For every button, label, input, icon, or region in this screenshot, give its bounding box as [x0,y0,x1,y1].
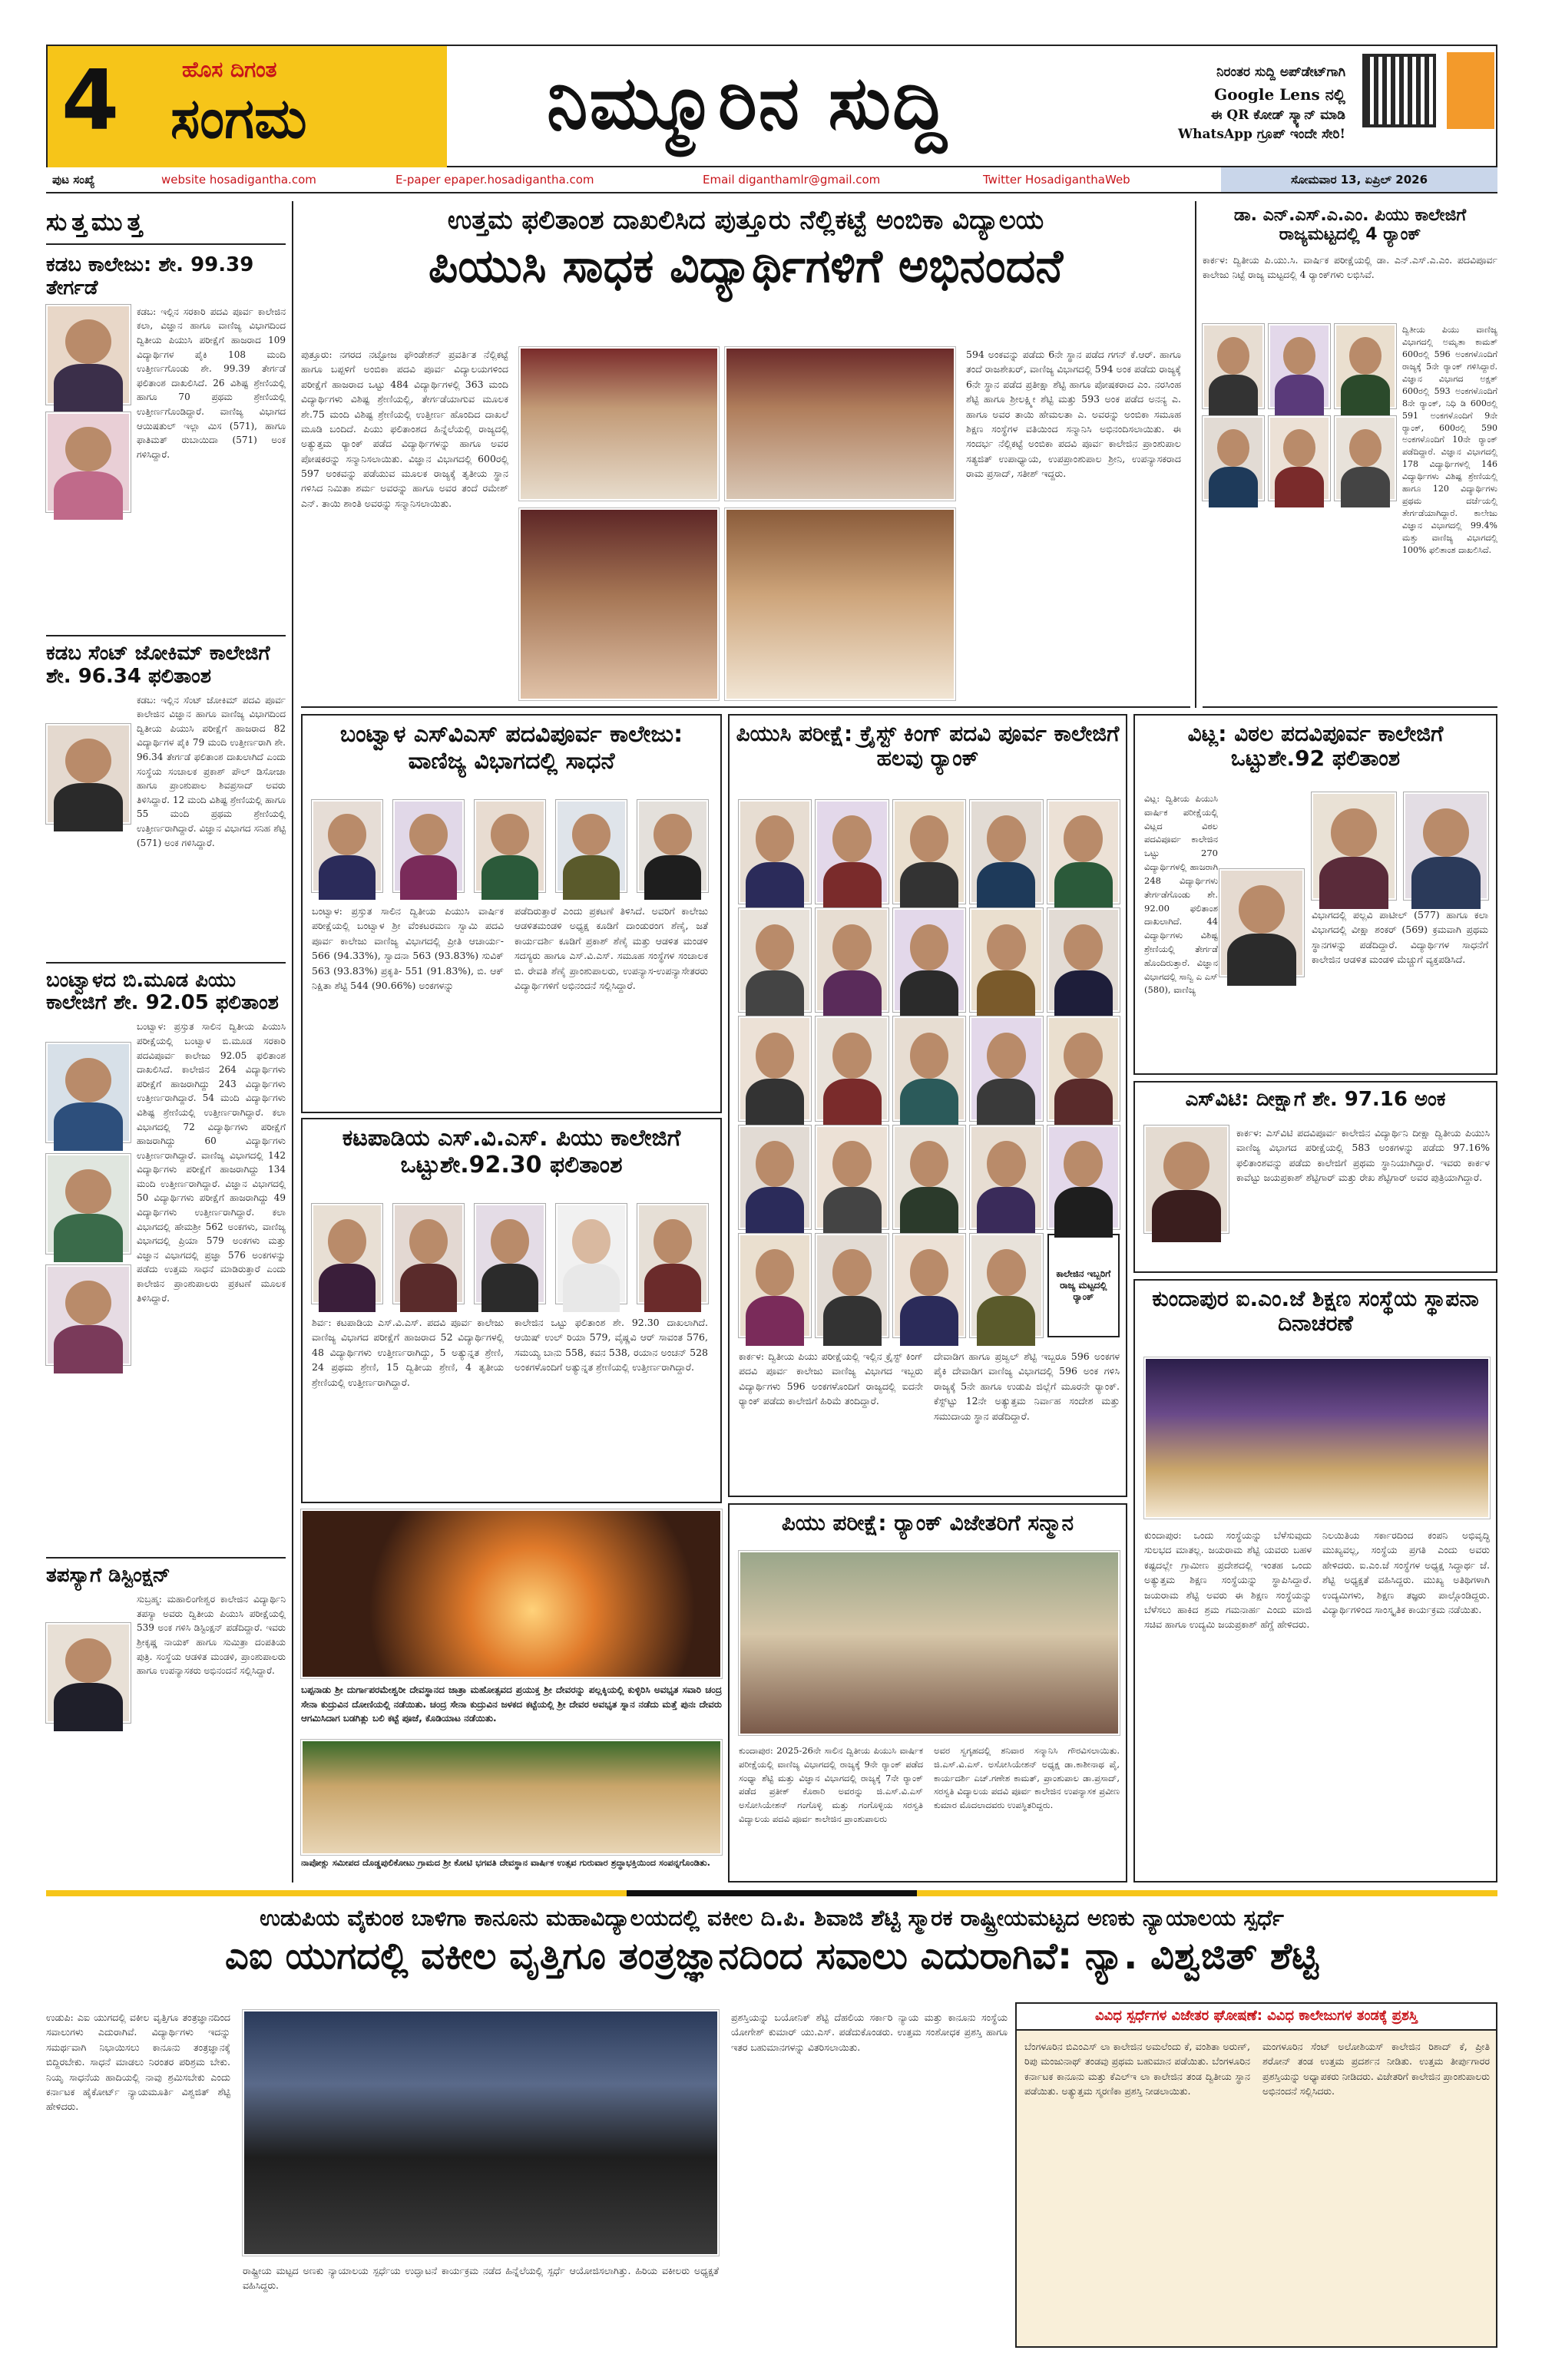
student-photo [739,1016,811,1120]
student-photo [1269,416,1330,501]
student-photo [556,1204,627,1304]
student-photo [46,305,131,405]
student-photo [816,800,888,904]
student-photo [1335,416,1396,501]
student-photo [1203,416,1264,501]
lead-kicker: ಉತ್ತಮ ಫಲಿತಾಂಶ ದಾಖಲಿಸಿದ ಪುತ್ತೂರು ನೆಲ್ಲಿಕಟ್ಟೆ ಅಂಬಿಕಾ ವಿದ್ಯಾಲಯ [447,205,1044,236]
svs-title: ಬಂಟ್ವಾಳ ಎಸ್‌ವಿಎಸ್ ಪದವಿಪೂರ್ವ ಕಾಲೇಜು: ವಾಣಿಜ್ಯ ವಿಭಾಗದಲ್ಲಿ ಸಾಧನೆ [339,721,683,775]
winners-body-a: ಬೆಂಗಳೂರಿನ ಬಿಎಂಎಸ್ ಲಾ ಕಾಲೇಜಿನ ಅಮಲೆಂದು ಕೆ, ವಂಶಿತಾ ಅರುಣ್, ರಿಪು ಮಂಜುನಾಥ್ ತಂಡವು ಪ್ರಥಮ ಬಹುಮಾನ ಪಡೆಯಿತು. ಬೆಂಗಳೂರಿನ ಕರ್ನಾಟಕ ಕಾನೂನು ಮತ್ತು ಕೆಎಲ್‌ಇ ಲಾ ಕಾಲೇಜಿನ ತಂಡ ದ್ವಿತೀಯ ಸ್ಥಾನ ಪಡೆಯಿತು. ಅತ್ಯುತ್ತಮ ಸ್ಮರಣಿಕಾ ಪ್ರಶಸ್ತಿ ನೀಡಲಾಯಿತು. [1024,2041,1250,2097]
brand-name: ಹೊಸ ದಿಗಂತ [182,57,277,82]
student-photo [475,800,545,892]
kundapur-title: ಕುಂದಾಪುರ ಐ.ಎಂ.ಜೆ ಶಿಕ್ಷಣ ಸಂಸ್ಥೆಯ ಸ್ಥಾಪನಾ ದಿನಾಚರಣೆ [1152,1286,1479,1337]
student-photo [970,1126,1042,1229]
story-kadaba-title: ಕಡಬ ಕಾಲೇಜು: ಶೇ. 99.39 ತೇರ್ಗಡೆ [46,253,254,299]
katapadi-body-a: ಶಿರ್ವ: ಕಟಪಾಡಿಯ ಎಸ್.ವಿ.ಎಸ್. ಪದವಿ ಪೂರ್ವ ಕಾಲೇಜು ವಾಣಿಜ್ಯ ವಿಭಾಗದ ಪರೀಕ್ಷೆಗೆ ಹಾಜರಾದ 52 ವಿದ್ಯಾರ್ಥಿಗಳಲ್ಲಿ 48 ವಿದ್ಯಾರ್ಥಿಗಳು ಉತ್ತೀರ್ಣರಾಗಿದ್ದು, 5 ಅತ್ಯುನ್ನತ ಶ್ರೇಣಿ, 24 ಪ್ರಥಮ ಶ್ರೇಣಿ, 15 ದ್ವಿತೀಯ ಶ್ರೇಣಿ, 4 ತೃತೀಯ ಶ್ರೇಣಿಯಲ್ಲಿ ಉತ್ತೀರ್ಣರಾಗಿದ್ದಾರೆ. [312,1317,504,1388]
story-bmooda-body: ಬಂಟ್ವಾಳ: ಪ್ರಸ್ತುತ ಸಾಲಿನ ದ್ವಿತೀಯ ಪಿಯುಸಿ ಪರೀಕ್ಷೆಯಲ್ಲಿ ಬಂಟ್ವಾಳ ಬಿ.ಮೂಡ ಸರಕಾರಿ ಪದವಿಪೂರ್ವ ಕಾಲೇಜು 92.05 ಫಲಿತಾಂಶ ದಾಖಲಿಸಿದೆ. ಕಾಲೇಜಿನ 264 ವಿದ್ಯಾರ್ಥಿಗಳು ಪರೀಕ್ಷೆಗೆ ಹಾಜರಾಗಿದ್ದು 243 ವಿದ್ಯಾರ್ಥಿಗಳು ಉತ್ತೀರ್ಣರಾಗಿದ್ದಾರೆ. 54 ಮಂದಿ ವಿದ್ಯಾರ್ಥಿಗಳು ವಿಶಿಷ್ಟ ಶ್ರೇಣಿಯಲ್ಲಿ ಉತ್ತೀರ್ಣರಾಗಿದ್ದಾರೆ. ಕಲಾ ವಿಭಾಗದಲ್ಲಿ 72 ವಿದ್ಯಾರ್ಥಿಗಳು ಪರೀಕ್ಷೆಗೆ ಹಾಜರಾಗಿದ್ದು 60 ವಿದ್ಯಾರ್ಥಿಗಳು ಉತ್ತೀರ್ಣರಾಗಿದ್ದಾರೆ. ವಾಣಿಜ್ಯ ವಿಭಾಗದಲ್ಲಿ 142 ವಿದ್ಯಾರ್ಥಿಗಳು ಪರೀಕ್ಷೆಗೆ ಹಾಜರಾಗಿದ್ದು 134 ಮಂದಿ ಉತ್ತೀರ್ಣರಾಗಿದ್ದಾರೆ. ವಿಜ್ಞಾನ ವಿಭಾಗದಲ್ಲಿ 50 ವಿದ್ಯಾರ್ಥಿಗಳು ಪರೀಕ್ಷೆಗೆ ಹಾಜರಾಗಿದ್ದು 49 ವಿದ್ಯಾರ್ಥಿಗಳು ಉತ್ತೀರ್ಣರಾಗಿದ್ದಾರೆ. ಕಲಾ ವಿಭಾಗದಲ್ಲಿ ಹೇಮಶ್ರೀ 562 ಅಂಕಗಳು, ವಾಣಿಜ್ಯ ವಿಭಾಗದಲ್ಲಿ ಪ್ರಿಯಾ 579 ಅಂಕಗಳು ಮತ್ತು ವಿಜ್ಞಾನ ವಿಭಾಗದಲ್ಲಿ ಪ್ರಜ್ಞಾ 576 ಅಂಕಗಳನ್ನು ಪಡೆದು ಉತ್ತಮ ಸಾಧನೆ ಮಾಡಿರುತ್ತಾರೆ ಎಂದು ಕಾಲೇಜಿನ ಪ್ರಾಂಶುಪಾಲರು ಪ್ರಕಟಣೆ ಮೂಲಕ ತಿಳಿಸಿದ್ದಾರೆ. [137,1021,286,1304]
rank-badge: ಕಾಲೇಜಿನ ಇಬ್ಬರಿಗೆ ರಾಜ್ಯ ಮಟ್ಟದಲ್ಲಿ ರ್‍ಯಾಂಕ್ [1047,1234,1120,1337]
epaper-link[interactable]: E-paper epaper.hosadigantha.com [395,173,594,187]
student-grid [739,800,1120,1337]
bottom-body-c: ಪ್ರಶಸ್ತಿಯನ್ನು ಬಯೋನಿಕ್ ಶೆಟ್ಟಿ ದೆಹಲಿಯ ಸರ್ಕಾರಿ ನ್ಯಾಯ ಮತ್ತು ಕಾನೂನು ಸಂಸ್ಥೆಯ ಯೋಗೇಶ್ ಕುಮಾರ್ ಯು.ಎಸ್. ಪಡೆದುಕೊಂಡರು. ಉತ್ತಮ ಸಂಶೋಧಕ ಪ್ರಶಸ್ತಿ ಹಾಗೂ ಇತರ ಬಹುಮಾನಗಳನ್ನು ವಿತರಿಸಲಾಯಿತು. [731,2011,1008,2053]
vittal-body-a: ವಿಟ್ಲ: ದ್ವಿತೀಯ ಪಿಯುಸಿ ವಾರ್ಷಿಕ ಪರೀಕ್ಷೆಯಲ್ಲಿ ವಿಟ್ಲದ ವಿಠಲ ಪದವಿಪೂರ್ವ ಕಾಲೇಜಿನ ಒಟ್ಟು 270 ವಿದ್ಯಾರ್ಥಿಗಳಲ್ಲಿ ಹಾಜರಾಗಿ 248 ವಿದ್ಯಾರ್ಥಿಗಳು ತೇರ್ಗಡೆಗೊಂಡು ಶೇ. 92.00 ಫಲಿತಾಂಶ ದಾಖಲಾಗಿದೆ. 44 ವಿದ್ಯಾರ್ಥಿಗಳು ವಿಶಿಷ್ಟ ಶ್ರೇಣಿಯಲ್ಲಿ ತೇರ್ಗಡೆ ಹೊಂದಿರುತ್ತಾರೆ. ವಿಜ್ಞಾನ ವಿಭಾಗದಲ್ಲಿ ಸಾನ್ವಿ ಎ ಎಸ್ (580), ವಾಣಿಜ್ಯ [1144,793,1218,996]
page-number: 4 [61,53,120,149]
color-band [46,1890,1497,1896]
katapadi-body-b: ಕಾಲೇಜಿನ ಒಟ್ಟು ಫಲಿತಾಂಶ ಶೇ. 92.30 ದಾಖಲಾಗಿದೆ. ಆಯಿಷ್ ಉಲ್ ರಿಯಾ 579, ವೈಷ್ಣವಿ ಆರ್ ಸಾವಂತ 576, ಸಮಯ್ಯ ಬಾನು 558, ಕವನ 538, ರಯಾನ ಅಂಚನ್ 528 ಅಂಕಗಳೊಂದಿಗೆ ಅತ್ಯುನ್ನತ ಶ್ರೇಣಿಯಲ್ಲಿ ಉತ್ತೀರ್ಣರಾಗಿದ್ದಾರೆ. [515,1317,708,1373]
lead-headline: ಪಿಯುಸಿ ಸಾಧಕ ವಿದ್ಯಾರ್ಥಿಗಳಿಗೆ ಅಭಿನಂದನೆ [428,240,1064,294]
event-photo [1144,1357,1490,1519]
kundapur-story [1133,1279,1497,1883]
kundapur-body-a: ಕುಂದಾಪುರ: ಒಂದು ಸಂಸ್ಥೆಯನ್ನು ಬೆಳೆಸುವುದು ಸುಲಭದ ಮಾತಲ್ಲ. ಜಯರಾಮ ಶೆಟ್ಟಿ ಯವರು ಬಹಳ ಕಷ್ಟದಲ್ಲೇ ಗ್ರಾಮೀಣ ಪ್ರದೇಶದಲ್ಲಿ ಇಂತಹ ಒಂದು ಅತ್ಯುತ್ತಮ ಶಿಕ್ಷಣ ಸಂಸ್ಥೆಯನ್ನು ಸ್ಥಾಪಿಸಿದ್ದಾರೆ. ಜಯರಾಮ ಶೆಟ್ಟಿ ಅವರು ಈ ಶಿಕ್ಷಣ ಸಂಸ್ಥೆಯನ್ನು ಬೆಳೆಸಲು ಹಾಕಿದ ಶ್ರಮ ಗಮನಾರ್ಹ ಎಂದು ಮಾಜಿ ಸಚಿವ ಹಾಗೂ ಉದ್ಯಮಿ ಜಯಪ್ರಕಾಶ್ ಹೆಗ್ಡೆ ಹೇಳಿದರು. [1144,1529,1312,1631]
rank-honor-story [728,1503,1127,1883]
winners-body-b: ಮಂಗಳೂರಿನ ಸೆಂಟ್ ಅಲೋಶಿಯಸ್ ಕಾಲೇಜಿನ ರಿಶಾದ್ ಕೆ, ಪ್ರೀತಿ ಶರೋನ್ ತಂಡ ಉತ್ತಮ ಪ್ರದರ್ಶನ ನೀಡಿತು. ಉತ್ತಮ ತೀರ್ಪುಗಾರರ ಪ್ರಶಸ್ತಿಯನ್ನು ಅಧ್ಯಾಪಕರು ನೀಡಿದರು. ವಿಜೇತರಿಗೆ ಕಾಲೇಜಿನ ಪ್ರಾಂಶುಪಾಲರು ಅಭಿನಂದನೆ ಸಲ್ಲಿಸಿದರು. [1262,2041,1490,2097]
lead-body-a: ಪುತ್ತೂರು: ನಗರದ ನಟ್ಟೋಜ ಫೌಂಡೇಶನ್ ಪ್ರವರ್ತಿತ ನೆಲ್ಲಿಕಟ್ಟೆ ಹಾಗೂ ಬಪ್ಪಳಿಗೆ ಅಂಬಿಕಾ ಪದವಿ ಪೂರ್ವ ವಿದ್ಯಾಲಯಗಳಿಂದ ಪರೀಕ್ಷೆಗೆ ಹಾಜರಾದ ಒಟ್ಟು 484 ವಿದ್ಯಾರ್ಥಿಗಳಲ್ಲಿ 363 ಮಂದಿ ವಿದ್ಯಾರ್ಥಿಗಳು ವಿಶಿಷ್ಟ ಶ್ರೇಣಿಯಲ್ಲಿ, ತೇರ್ಗಡೆಯಾಗುವ ಮೂಲಕ ಶೇ.75 ಮಂದಿ ವಿಶಿಷ್ಟ ಶ್ರೇಣಿಯಲ್ಲಿ ಉತ್ತೀರ್ಣ ಹೊಂದಿದ ದಾಖಲೆ ಮೂಡಿ ಬಂದಿದೆ. ಪಿಯು ಫಲಿತಾಂಶದ ಹಿನ್ನೆಲೆಯಲ್ಲಿ ರಾಜ್ಯದಲ್ಲಿ ಅತ್ಯುತ್ತಮ ರ್‍ಯಾಂಕ್ ಪಡೆದ ವಿದ್ಯಾರ್ಥಿಗಳನ್ನು ಹಾಗೂ ಅವರ ಪೋಷಕರನ್ನು ಸನ್ಮಾನಿಸಲಾಯಿತು. ವಿಜ್ಞಾನ ವಿಭಾಗದಲ್ಲಿ 600ರಲ್ಲಿ 597 ಅಂಕವನ್ನು ಪಡೆಯುವ ಮೂಲಕ ರಾಜ್ಯಕ್ಕೆ ತೃತೀಯ ಸ್ಥಾನ ಗಳಿಸಿದ ನಿಮಿತಾ ಶರ್ಮ ಅವರನ್ನು ಹಾಗೂ ಅವರ ತಂದೆ ರಮೇಶ್ ಎನ್. ತಾಯಿ ಶಾಂತಿ ಅವರನ್ನು ಸನ್ಮಾನಿಸಲಾಯಿತು. [301,349,508,509]
student-photo [739,1234,811,1337]
vittal-title: ವಿಟ್ಲ: ವಿಠಲ ಪದವಿಪೂರ್ವ ಕಾಲೇಜಿಗೆ ಒಟ್ಟುಶೇ.92 ಫಲಿತಾಂಶ [1187,721,1444,772]
katapadi-title: ಕಟಪಾಡಿಯ ಎಸ್.ವಿ.ಎಸ್. ಪಿಯು ಕಾಲೇಜಿಗೆ ಒಟ್ಟುಶೇ.92.30 ಫಲಿತಾಂಶ [342,1125,681,1178]
felicitation-photo [519,508,719,700]
story-kadaba-body: ಕಡಬ: ಇಲ್ಲಿನ ಸರಕಾರಿ ಪದವಿ ಪೂರ್ವ ಕಾಲೇಜಿನ ಕಲಾ, ವಿಜ್ಞಾನ ಹಾಗೂ ವಾಣಿಜ್ಯ ವಿಭಾಗದಿಂದ ದ್ವಿತೀಯ ಪಿಯುಸಿ ಪರೀಕ್ಷೆಗೆ ಹಾಜರಾದ 109 ವಿದ್ಯಾರ್ಥಿಗಳ ಪೈಕಿ 108 ಮಂದಿ ಉತ್ತೀರ್ಣಗೊಂಡು ಶೇ. 99.39 ತೇರ್ಗಡೆ ಫಲಿತಾಂಶ ದಾಖಲಿಸಿದೆ. 26 ವಿಶಿಷ್ಟ ಶ್ರೇಣಿಯಲ್ಲಿ ಹಾಗೂ 70 ಪ್ರಥಮ ಶ್ರೇಣಿಯಲ್ಲಿ ಉತ್ತೀರ್ಣಗೊಂಡಿದ್ದಾರೆ. ವಾಣಿಜ್ಯ ವಿಭಾಗದ ಆಯಿಷತುಲ್ ಇಲ್ಲಾ ಮಿಸ (571), ಹಾಗೂ ಫಾತಿಮತ್ ರುಬಾಯಿದಾ (571) ಅಂಕ ಗಳಿಸಿದ್ದಾರೆ. [137,306,286,460]
story-tapasya-title: ತಪಸ್ಯಾಗೆ ಡಿಸ್ಟಿಂಕ್ಷನ್ [46,1557,286,1588]
qr-code[interactable] [1362,54,1436,127]
student-photo [1047,1126,1120,1229]
student-photo [1312,792,1396,900]
student-photo [816,908,888,1012]
bottom-kicker: ಉಡುಪಿಯ ವೈಕುಂಠ ಬಾಳಿಗಾ ಕಾನೂನು ಮಹಾವಿದ್ಯಾಲಯದಲ್ಲಿ ವಕೀಲ ದಿ.ಪಿ. ಶಿವಾಜಿ ಶೆಟ್ಟಿ ಸ್ಮಾರಕ ರಾಷ್ಟ್ರೀಯಮಟ್ಟದ ಅಣಕು ನ್ಯಾಯಾಲಯ ಸ್ಪರ್ಧೆ [260,1905,1284,1931]
student-photo [893,1234,965,1337]
student-photo [970,908,1042,1012]
student-photo [970,800,1042,904]
student-photo [739,800,811,904]
festival-photo [301,1509,722,1678]
story-tapasya-body: ಸುಬ್ರಹ್ಮ: ಮಹಾಲಿಂಗೇಶ್ವರ ಕಾಲೇಜಿನ ವಿದ್ಯಾರ್ಥಿನಿ ತಪಸ್ಯಾ ಅವರು ದ್ವಿತೀಯ ಪಿಯುಸಿ ಪರೀಕ್ಷೆಯಲ್ಲಿ 539 ಅಂಕ ಗಳಿಸಿ ಡಿಸ್ಟಿಂಕ್ಷನ್ ಪಡೆದಿದ್ದಾರೆ. ಇವರು ಶ್ರೀಕೃಷ್ಣ ನಾಯಕ್ ಹಾಗೂ ಸುಮಿತ್ರಾ ದಂಪತಿಯ ಪುತ್ರಿ. ಸಂಸ್ಥೆಯ ಆಡಳಿತ ಮಂಡಳಿ, ಪ್ರಾಂಶುಪಾಲರು ಹಾಗೂ ಉಪನ್ಯಾಸಕರು ಅಭಿನಂದನೆ ಸಲ್ಲಿಸಿದ್ದಾರೆ. [137,1594,286,1677]
student-photo [46,1043,131,1142]
student-photo [893,1126,965,1229]
student-photo [893,1016,965,1120]
svs-body-a: ಬಂಟ್ವಾಳ: ಪ್ರಸ್ತುತ ಸಾಲಿನ ದ್ವಿತೀಯ ಪಿಯುಸಿ ವಾರ್ಷಿಕ ಪರೀಕ್ಷೆಯಲ್ಲಿ ಬಂಟ್ವಾಳ ಶ್ರೀ ವೆಂಕಟರಮಣ ಸ್ವಾಮಿ ಪದವಿ ಪೂರ್ವ ಕಾಲೇಜು ವಾಣಿಜ್ಯ ವಿಭಾಗದಲ್ಲಿ ಪ್ರೀತಿ ಆಚಾರ್ಯ- 566 (94.33%), ಸ್ವಾದನಾ 563 (93.83%) ಸುವಿಕ್ 563 (93.83%) ಪ್ರಕೃತಿ- 551 (91.83%), ಬಿ. ಆಕ್ ನಿಕ್ಷಿತಾ ಶೆಟ್ಟಿ 544 (90.66%) ಅಂಕಗಳನ್ನು [312,905,504,991]
student-photo [637,1204,708,1304]
svit-body: ಕಾರ್ಕಳ: ಎಸ್‌ವಿಟಿ ಪದವಿಪೂರ್ವ ಕಾಲೇಜಿನ ವಿದ್ಯಾರ್ಥಿನಿ ದೀಕ್ಷಾ ದ್ವಿತೀಯ ಪಿಯುಸಿ ವಾಣಿಜ್ಯ ವಿಭಾಗದ ಪರೀಕ್ಷೆಯಲ್ಲಿ 583 ಅಂಕಗಳನ್ನು ಪಡೆದು 97.16% ಫಲಿತಾಂಶವನ್ನು ಪಡೆದು ಕಾಲೇಜಿಗೆ ಪ್ರಥಮ ಸ್ಥಾನಿಯಾಗಿದ್ದಾರೆ. ಇವರು ಕಾರ್ಕಳ ಕಾವೆಟ್ಟು ಜಯಪ್ರಕಾಶ್ ಶೆಟ್ಟಿಗಾರ್ ಮತ್ತು ರೇಖ ಶೆಟ್ಟಿಗಾರ್ ಅವರ ಪುತ್ರಿಯಾಗಿದ್ದಾರೆ. [1236,1127,1490,1184]
student-photo [1047,800,1120,904]
pages-label: ಪುಟ ಸಂಖ್ಯೆ [52,173,95,187]
student-photo [739,1126,811,1229]
student-photo [1219,869,1304,977]
student-photo [893,908,965,1012]
moot-court-photo [243,2010,719,2256]
bottom-body-a: ಉಡುಪಿ: ಎಐ ಯುಗದಲ್ಲಿ ವಕೀಲ ವೃತ್ತಿಗೂ ತಂತ್ರಜ್ಞಾನದಿಂದ ಸವಾಲುಗಳು ಎದುರಾಗಿವೆ. ವಿದ್ಯಾರ್ಥಿಗಳು ಇದನ್ನು ಸಮರ್ಥವಾಗಿ ನಿಭಾಯಿಸಲು ಕಾನೂನು ತಂತ್ರಜ್ಞಾನಕ್ಕೆ ಬಿದ್ದಿರಬೇಕು. ಸಾಧನೆ ಮಾಡಲು ನಿರಂತರ ಪರಿಶ್ರಮ ಬೇಕು. ನಿಯೃ ಸಾಧನೆಯ ಹಾದಿಯಲ್ಲಿ ನಾವು ಶ್ರಮಿಸಬೇಕು ಎಂದು ಕರ್ನಾಟಕ ಹೈಕೋರ್ಟ್ ನ್ಯಾಯಮೂರ್ತಿ ವಿಶ್ವಜಿತ್ ಶೆಟ್ಟಿ ಹೇಳಿದರು. [46,2011,230,2113]
student-photo [46,412,131,512]
winners-title: ವಿವಿಧ ಸ್ಪರ್ಧೆಗಳ ವಿಜೇತರ ಘೋಷಣೆ: ವಿವಿಧ ಕಾಲೇಜುಗಳ ತಂಡಕ್ಕೆ ಪ್ರಶಸ್ತಿ [1017,2004,1496,2031]
date-badge: ಸೋಮವಾರ 13, ಏಪ್ರಿಲ್ 2026 [1221,167,1497,192]
story-joachim-title: ಕಡಬ ಸೆಂಟ್ ಜೋಕಿಮ್ ಕಾಲೇಜಿಗೆ ಶೇ. 96.34 ಫಲಿತಾಂಶ [46,635,286,689]
christking-story [728,714,1127,1497]
kundapur-body-b: ನಿಲಯಿತಿಯ ಸರ್ಕಾರದಿಂದ ಕಂಪನಿ ಅಭಿವೃದ್ಧಿ ಮುಖ್ಯವಲ್ಲ, ಸಂಸ್ಥೆಯ ಪ್ರಗತಿ ಎಂದು ಅವರು ಹೇಳಿದರು. ಐ.ಎಂ.ಜೆ ಸಂಸ್ಥೆಗಳ ಅಧ್ಯಕ್ಷ ಸಿದ್ಧಾರ್ಥ ಜೆ. ಶೆಟ್ಟಿ ಅಧ್ಯಕ್ಷತೆ ವಹಿಸಿದ್ದರು. ಮುಖ್ಯ ಅತಿಥಿಗಳಾಗಿ ಉದ್ಯಮಿಗಳು, ಶಿಕ್ಷಣ ತಜ್ಞರು ಪಾಲ್ಗೊಂಡಿದ್ದರು. ವಿದ್ಯಾರ್ಥಿಗಳಿಂದ ಸಾಂಸ್ಕೃತಿಕ ಕಾರ್ಯಕ್ರಮ ನಡೆಯಿತು. [1322,1529,1490,1615]
masthead [46,45,1497,167]
story-bmooda-title: ಬಂಟ್ವಾಳದ ಬಿ.ಮೂಡ ಪಿಯು ಕಾಲೇಜಿಗೆ ಶೇ. 92.05 ಫಲಿತಾಂಶ [46,962,286,1016]
story-joachim-body: ಕಡಬ: ಇಲ್ಲಿನ ಸೆಂಟ್ ಜೋಕಿಮ್ ಪದವಿ ಪೂರ್ವ ಕಾಲೇಜಿನ ವಿಜ್ಞಾನ ಹಾಗೂ ವಾಣಿಜ್ಯ ವಿಭಾಗದಿಂದ ದ್ವಿತೀಯ ಪಿಯುಸಿ ಪರೀಕ್ಷೆಗೆ ಹಾಜರಾದ 82 ವಿದ್ಯಾರ್ಥಿಗಳ ಪೈಕಿ 79 ಮಂದಿ ಉತ್ತೀರ್ಣರಾಗಿ ಶೇ. 96.34 ತೇರ್ಗಡೆ ಫಲಿತಾಂಶ ದಾಖಲಾಗಿದೆ ಎಂದು ಸಂಸ್ಥೆಯ ಸಂಚಾಲಕ ಪ್ರಕಾಶ್ ಪೌಲ್ ಡಿಸೋಜಾ ಹಾಗೂ ಪ್ರಾಂಶುಪಾಲ ಶಿವಪ್ರಸಾದ್ ಅವರು ತಿಳಿಸಿದ್ದಾರೆ. 12 ಮಂದಿ ವಿಶಿಷ್ಟ ಶ್ರೇಣಿಯಲ್ಲಿ ಹಾಗೂ 55 ಮಂದಿ ಪ್ರಥಮ ಶ್ರೇಣಿಯಲ್ಲಿ ಉತ್ತೀರ್ಣರಾಗಿದ್ದಾರೆ. ವಿಜ್ಞಾನ ವಿಭಾಗದ ಸನಿಹ ಶೆಟ್ಟಿ (571) ಅಂಕ ಗಳಿಸಿದ್ದಾರೆ. [137,694,286,848]
winners-aside [1015,2002,1497,2348]
rank-honor-title: ಪಿಯು ಪರೀಕ್ಷೆ: ರ್‍ಯಾಂಕ್ ವಿಜೇತರಿಗೆ ಸನ್ಮಾನ [781,1510,1074,1535]
accent-block [1447,52,1494,129]
website-link[interactable]: website hosadigantha.com [161,173,316,187]
rank-honor-body-a: ಕುಂದಾಪುರ: 2025-26ನೇ ಸಾಲಿನ ದ್ವಿತೀಯ ಪಿಯುಸಿ ವಾರ್ಷಿಕ ಪರೀಕ್ಷೆಯಲ್ಲಿ ವಾಣಿಜ್ಯ ವಿಭಾಗದಲ್ಲಿ ರಾಜ್ಯಕ್ಕೆ 9ನೇ ರ್‍ಯಾಂಕ್ ಪಡೆದ ಸಂಧ್ಯಾ ಶೆಟ್ಟಿ ಮತ್ತು ವಿಜ್ಞಾನ ವಿಭಾಗದಲ್ಲಿ ರಾಜ್ಯಕ್ಕೆ 7ನೇ ರ್‍ಯಾಂಕ್ ಪಡೆದ ಪ್ರತೀಕ್ ಕೊಠಾರಿ ಅವರನ್ನು ಜಿ.ಎಸ್.ವಿ.ಎಸ್ ಅಸೋಸಿಯೇಶನ್ ಗಂಗೊಳ್ಳಿ ಮತ್ತು ಗಂಗೊಳ್ಳಿಯ ಸರಸ್ವತಿ ವಿದ್ಯಾಲಯ ಪದವಿ ಪೂರ್ವ ಕಾಲೇಜಿನ ಪ್ರಾಂಶುಪಾಲರು [739,1745,923,1825]
student-photo [739,908,811,1012]
student-photo [1047,908,1120,1012]
section-label: ಸುತ್ತಮುತ್ತ [46,201,286,245]
student-photo [970,1234,1042,1337]
twitter-link[interactable]: Twitter HosadiganthaWeb [983,173,1130,187]
student-photo [1404,792,1488,900]
student-photo [970,1016,1042,1120]
student-photo [556,800,627,892]
bottom-story [46,1902,1497,2355]
student-photo [46,1623,131,1723]
felicitation-photo [725,347,955,501]
student-photo [393,800,464,892]
svit-title: ಎಸ್‌ವಿಟಿ: ದೀಕ್ಷಾಗೆ ಶೇ. 97.16 ಅಂಕ [1185,1088,1446,1111]
qr-text: ನಿರಂತರ ಸುದ್ದಿ ಅಪ್‌ಡೇಟ್‌ಗಾಗಿ Google Lens ನಲ್ಲಿ ಈ QR ಕೋಡ್ ಸ್ಕ್ಯಾನ್ ಮಾಡಿ WhatsApp ಗ್ರೂಪ್ ಇಂದೇ ಸೇರಿ! [1178,64,1345,142]
festival-block [301,1509,722,1883]
student-photo [637,800,708,892]
lead-body-b: 594 ಅಂಕವನ್ನು ಪಡೆದು 6ನೇ ಸ್ಥಾನ ಪಡೆದ ಗಗನ್ ಕೆ.ಆರ್. ಹಾಗೂ ತಂದೆ ರಾಜಶೇಖರ್, ವಾಣಿಜ್ಯ ವಿಭಾಗದಲ್ಲಿ 594 ಅಂಕ ಪಡೆದು ರಾಜ್ಯಕ್ಕೆ 6ನೇ ಸ್ಥಾನ ಪಡೆದ ಪ್ರತೀಕ್ಷಾ ಶೆಟ್ಟಿ ಹಾಗೂ ಪೋಷಕರಾದ ಎಂ. ನರಸಿಂಹ ಶೆಟ್ಟಿ ಹಾಗೂ ಶ್ರೀಲಕ್ಷ್ಮೀ ಶೆಟ್ಟಿ ಮತ್ತು 593 ಅಂಕ ಪಡೆದ ಅನನ್ಯ ಎ. ಹಾಗೂ ಅವರ ತಾಯಿ ಹೇಮಲತಾ ಎ. ಅವರನ್ನು ಅಂಬಿಕಾ ಸಮೂಹ ಶಿಕ್ಷಣ ಸಂಸ್ಥೆಗಳ ವತಿಯಿಂದ ಸನ್ಮಾನಿಸಿ ಅಭಿನಂದಿಸಲಾಯಿತು. ಈ ಸಂದರ್ಭ ನೆಲ್ಲಿಕಟ್ಟೆ ಅಂಬಿಕಾ ಪದವಿ ಪೂರ್ವ ಕಾಲೇಜಿನ ಪ್ರಾಂಶುಪಾಲ ಸತ್ಯಜಿತ್ ಉಪಾಧ್ಯಾಯ, ಉಪಪ್ರಾಂಶುಪಾಲ ಶ್ರೀನಿ, ಉಪನ್ಯಾಸಕರಾದ ರಾಮ ಪ್ರಸಾದ್, ಸತೀಶ್ ಇದ್ದರು. [966,349,1181,479]
honor-photo [739,1551,1120,1735]
christking-body-b: ದೇವಾಡಿಗ ಹಾಗೂ ಪ್ರಜ್ವಲ್ ಶೆಟ್ಟಿ ಇಬ್ಬರೂ 596 ಅಂಕಗಳ ಪೈಕಿ ದೇವಾಡಿಗ ವಾಣಿಜ್ಯ ವಿಭಾಗದಲ್ಲಿ 596 ಅಂಕ ಗಳಿಸಿ ರಾಜ್ಯಕ್ಕೆ 5ನೇ ಹಾಗೂ ಉಡುಪಿ ಜಿಲ್ಲೆಗೆ ಮೂರನೇ ರ್‍ಯಾಂಕ್. ಕೆಸ್ಟ್‌ಟ್ಟು 12ನೇ ಅತ್ಯುತ್ತಮ ನಿರ್ವಾಹ ಸಂದೇಶ ಮತ್ತು ಸಮುದಾಯ ಸ್ಥಾನ ಪಡೆದಿದ್ದಾರೆ. [934,1350,1120,1422]
student-photo [1269,324,1330,408]
section-name: ಸಂಗಮ [170,86,307,150]
student-photo [46,724,131,824]
christking-title: ಪಿಯುಸಿ ಪರೀಕ್ಷೆ: ಕ್ರೈಸ್ಟ್ ಕಿಂಗ್ ಪದವಿ ಪೂರ್ವ ಕಾಲೇಜಿಗೆ ಹಲವು ರ್‍ಯಾಂಕ್ [736,721,1120,772]
lead-story [301,201,1190,708]
christking-body-a: ಕಾರ್ಕಳ: ದ್ವಿತೀಯ ಪಿಯು ಪರೀಕ್ಷೆಯಲ್ಲಿ ಇಲ್ಲಿನ ಕ್ರೈಸ್ಟ್ ಕಿಂಗ್ ಪದವಿ ಪೂರ್ವ ಕಾಲೇಜು ವಾಣಿಜ್ಯ ವಿಭಾಗದ ಇಬ್ಬರು ವಿದ್ಯಾರ್ಥಿಗಳು 596 ಅಂಕಗಳೊಂದಿಗೆ ರಾಜ್ಯದಲ್ಲಿ ಐದನೇ ರ್‍ಯಾಂಕ್ ಪಡೆದು ಕಾಲೇಜಿಗೆ ಹಿರಿಮೆ ತಂದಿದ್ದಾರೆ. [739,1350,923,1407]
student-photo [1047,1016,1120,1120]
katapadi-story [301,1118,722,1503]
student-photo [312,800,382,892]
bottom-body-b: ರಾಷ್ಟ್ರೀಯ ಮಟ್ಟದ ಅಣಕು ನ್ಯಾಯಾಲಯ ಸ್ಪರ್ಧೆಯ ಉದ್ಘಾಟನೆ ಕಾರ್ಯಕ್ರಮ ನಡೆದ ಹಿನ್ನೆಲೆಯಲ್ಲಿ ಸ್ಪರ್ಧೆ ಆಯೋಜಿಸಲಾಗಿತ್ತು. ಹಿರಿಯ ವಕೀಲರು ಅಧ್ಯಕ್ಷತೆ ವಹಿಸಿದ್ದರು. [243,2265,719,2292]
felicitation-photo [725,508,955,700]
vittal-body-b: ವಿಭಾಗದಲ್ಲಿ ಪಲ್ಲವಿ ಪಾಟೀಲ್ (577) ಹಾಗೂ ಕಲಾ ವಿಭಾಗದಲ್ಲಿ ವೀಕ್ಷಾ ಶಂಕರ್ (569) ಕ್ರಮವಾಗಿ ಪ್ರಥಮ ಸ್ಥಾನಗಳನ್ನು ಪಡೆದಿದ್ದಾರೆ. ವಿದ್ಯಾರ್ಥಿಗಳ ಸಾಧನೆಗೆ ಕಾಲೇಜಿನ ಆಡಳಿತ ಮಂಡಳಿ ಮೆಚ್ಚುಗೆ ವ್ಯಕ್ತಪಡಿಸಿದೆ. [1312,909,1488,966]
festival-caption-2: ನಾಪೋಕ್ಲು ಸಮೀಪದ ದೊಡ್ಡಪುಲಿಕೋಟು ಗ್ರಾಮದ ಶ್ರೀ ಕೋಟಿ ಭಗವತಿ ದೇವಸ್ಥಾನ ವಾರ್ಷಿಕ ಉತ್ಸವ ಗುರುವಾರ ಶ್ರದ್ಧಾಭಕ್ತಿಯಿಂದ ಸಂಪನ್ನಗೊಂಡಿತು. [301,1857,711,1868]
nitte-body: ದ್ವಿತೀಯ ಪಿಯು ವಾಣಿಜ್ಯ ವಿಭಾಗದಲ್ಲಿ ಅಮೃತಾ ಕಾಮತ್ 600ರಲ್ಲಿ 596 ಅಂಕಗಳೊಂದಿಗೆ ರಾಜ್ಯಕ್ಕೆ 5ನೇ ರ್‍ಯಾಂಕ್ ಗಳಿಸಿದ್ದಾರೆ. ವಿಜ್ಞಾನ ವಿಭಾಗದ ಅಕ್ಷತ್ 600ರಲ್ಲಿ 593 ಅಂಕಗಳೊಂದಿಗೆ 8ನೇ ರ್‍ಯಾಂಕ್, ನಿಧಿ ಡಿ 600ರಲ್ಲಿ 591 ಅಂಕಗಳೊಂದಿಗೆ 9ನೇ ರ್‍ಯಾಂಕ್, 600ರಲ್ಲಿ 590 ಅಂಕಗಳೊಂದಿಗೆ 10ನೇ ರ್‍ಯಾಂಕ್ ಪಡೆದಿದ್ದಾರೆ. ವಿಜ್ಞಾನ ವಿಭಾಗದಲ್ಲಿ 178 ವಿದ್ಯಾರ್ಥಿಗಳಲ್ಲಿ 146 ವಿದ್ಯಾರ್ಥಿಗಳು ವಿಶಿಷ್ಟ ಶ್ರೇಣಿಯಲ್ಲಿ ಹಾಗೂ 120 ವಿದ್ಯಾರ್ಥಿಗಳು ಪ್ರಥಮ ದರ್ಜೆಯಲ್ಲಿ ತೇರ್ಗಡೆಯಾಗಿದ್ದಾರೆ. ಕಾಲೇಜು ವಿಜ್ಞಾನ ವಿಭಾಗದಲ್ಲಿ 99.4% ಮತ್ತು ವಾಣಿಜ್ಯ ವಿಭಾಗದಲ್ಲಿ 100% ಫಲಿತಾಂಶ ದಾಖಲಿಸಿದೆ. [1402,325,1497,555]
felicitation-photo [519,347,719,501]
bottom-headline: ಎಐ ಯುಗದಲ್ಲಿ ವಕೀಲ ವೃತ್ತಿಗೂ ತಂತ್ರಜ್ಞಾನದಿಂದ ಸವಾಲು ಎದುರಾಗಿವೆ: ನ್ಯಾ. ವಿಶ್ವಜಿತ್ ಶೆಟ್ಟಿ [225,1935,1319,1978]
student-photo [893,800,965,904]
student-photo [1203,324,1264,408]
student-photo [816,1234,888,1337]
festival-caption-1: ಬಪ್ಪನಾಡು ಶ್ರೀ ದುರ್ಗಾಪರಮೇಶ್ವರೀ ದೇವಸ್ಥಾನದ ಜಾತ್ರಾ ಮಹೋತ್ಸವದ ಪ್ರಯುಕ್ತ ಶ್ರೀ ದೇವರನ್ನು ಪಲ್ಲಕ್ಕಿಯಲ್ಲಿ ಕುಳ್ಳಿರಿಸಿ ಅವಭೃತ ಸವಾರಿ ಚಂದ್ರ ಸೇನಾ ಕುದ್ರುವಿನ ದೋಣಿಯಲ್ಲಿ ನಡೆಯಿತು. ಚಂದ್ರ ಸೇನಾ ಕುದ್ರುವಿನ ಜಳಕದ ಕಟ್ಟೆಯಲ್ಲಿ ಶ್ರೀ ದೇವರ ಅವಭೃತ ಸ್ನಾನ ನಡೆದು ಮತ್ತೆ ಪುನಃ ದೇವರು ಆಗಮಿಸಿದಾಗ ಬಡಗಿತ್ಲು ಬಲಿ ಕಟ್ಟೆ ಪೂಜೆ, ಕೊಡಿಯಾಟ ನಡೆಯಿತು. [301,1684,722,1724]
nitte-title: ಡಾ. ಎನ್.ಎಸ್.ಎ.ಎಂ. ಪಿಯು ಕಾಲೇಜಿಗೆ ರಾಜ್ಯಮಟ್ಟದಲ್ಲಿ 4 ರ್‍ಯಾಂಕ್ [1233,206,1467,245]
student-photo [312,1204,382,1304]
student-photo [46,1265,131,1365]
student-photo [46,1154,131,1254]
student-photo [816,1126,888,1229]
student-photo [393,1204,464,1304]
email-link[interactable]: Email diganthamlr@gmail.com [703,173,881,187]
nitte-intro: ಕಾರ್ಕಳ: ದ್ವಿತೀಯ ಪಿ.ಯು.ಸಿ. ವಾರ್ಷಿಕ ಪರೀಕ್ಷೆಯಲ್ಲಿ ಡಾ. ಎನ್.ಎಸ್.ಎ.ಎಂ. ಪದವಿಪೂರ್ವ ಕಾಲೇಜು ನಿಟ್ಟೆ ರಾಜ್ಯ ಮಟ್ಟದಲ್ಲಿ 4 ರ್‍ಯಾಂಕ್‌ಗಳು ಲಭಿಸಿವೆ. [1203,253,1497,280]
nitte-story [1203,201,1497,708]
left-column [46,201,286,1883]
info-bar [46,167,1497,193]
festival-photo [301,1740,722,1855]
page-title: ನಿಮ್ಮೂರಿನ ಸುದ್ದಿ [547,60,948,146]
svs-body-b: ಪಡೆದಿರುತ್ತಾರೆ ಎಂದು ಪ್ರಕಟಣೆ ತಿಳಿಸಿದೆ. ಅವರಿಗೆ ಕಾಲೇಜು ಆಡಳಿತಮಂಡಳಿ ಅಧ್ಯಕ್ಷ ಕೂಡಿಗೆ ದಾಂಡುರಂಗ ಶೆಣೈ, ಜತೆ ಕಾರ್ಯದರ್ಶಿ ಕೂಡಿಗೆ ಪ್ರಕಾಶ್ ಶೆಣೈ ಮತ್ತು ಆಡಳಿತ ಮಂಡಳಿ ಸದಸ್ಯರು ಹಾಗೂ ಎಸ್.ವಿ.ಎಸ್. ಸಮೂಹ ಸಂಸ್ಥೆಗಳ ಸಂಚಾಲಕ ಬಿ. ರೇವತಿ ಶೆಣೈ ಪ್ರಾಂಶುಪಾಲರು, ಉಪನ್ಯಾಸ-ಉಪನ್ಯಾಸೇತರರು ವಿದ್ಯಾರ್ಥಿಗಳಿಗೆ ಅಭಿನಂದನೆ ಸಲ್ಲಿಸಿದ್ದಾರೆ. [515,905,708,991]
student-photo [816,1016,888,1120]
student-photo [1144,1126,1229,1233]
rank-honor-body-b: ಅವರ ಸ್ವಗೃಹದಲ್ಲಿ ಶನಿವಾರ ಸನ್ಮಾನಿಸಿ ಗೌರವಿಸಲಾಯಿತು. ಜಿ.ಎಸ್.ವಿ.ಎಸ್. ಅಸೋಸಿಯೇಶನ್ ಅಧ್ಯಕ್ಷ ಡಾ.ಕಾಶೀನಾಥ ಪೈ, ಕಾರ್ಯದರ್ಶಿ ಎಚ್.ಗಣೇಶ ಕಾಮತ್, ಪ್ರಾಂಶುಪಾಲ ಡಾ.ಪ್ರಸಾದ್, ಸರಸ್ವತಿ ವಿದ್ಯಾಲಯ ಪದವಿ ಪೂರ್ವ ಕಾಲೇಜಿನ ಉಪನ್ಯಾಸಕ ಪ್ರವೀಣ ಕುಮಾರ ಮೊದಲಾದವರು ಉಪಸ್ಥಿತರಿದ್ದರು. [934,1745,1120,1811]
svit-story [1133,1081,1497,1273]
student-photo [475,1204,545,1304]
svs-story [301,714,722,1113]
vittal-story [1133,714,1497,1075]
student-photo [1335,324,1396,408]
